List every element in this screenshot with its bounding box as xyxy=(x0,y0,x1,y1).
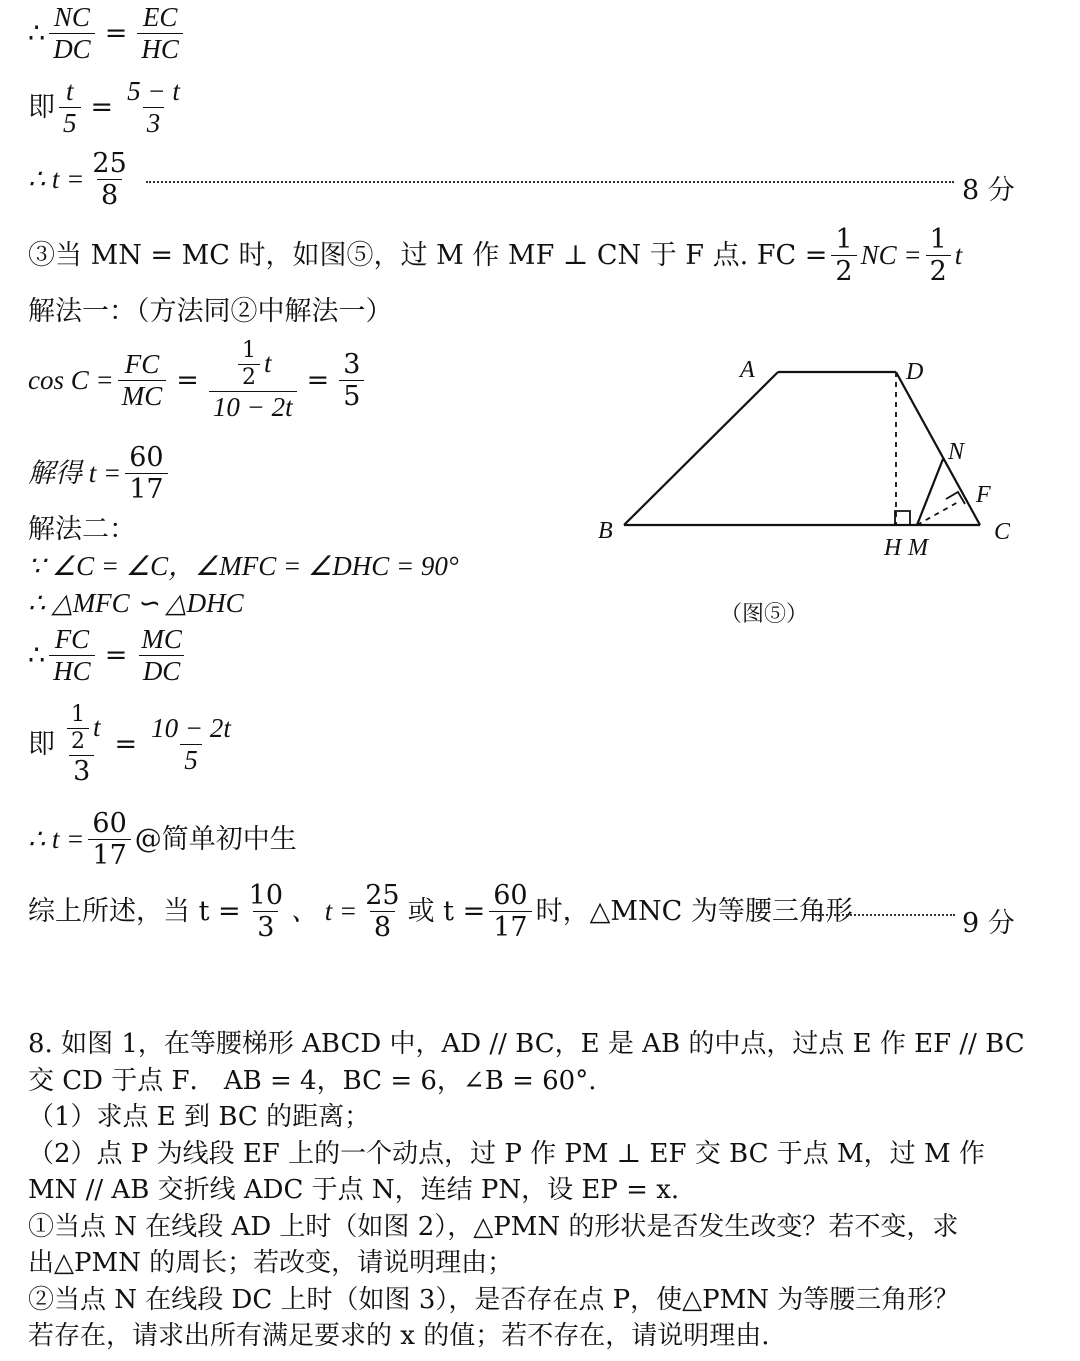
segment-mn xyxy=(917,459,943,525)
result-t-25-8: ∴ t = $\frac{25}{8}$ xyxy=(28,150,135,209)
method-two-heading: 解法二： xyxy=(28,514,136,545)
equation-half-t-over-3: 即 $\frac{1}{2}$ t 3 = $\frac{10 - 2t}{5}$ xyxy=(28,704,239,785)
fraction: $\frac{25}{8}$ xyxy=(365,880,400,943)
score-label: 9 分 xyxy=(962,908,1015,939)
problem-8-line-9: 若存在，请求出所有满足要求的 x 的值；若不存在，请说明理由. xyxy=(28,1321,770,1351)
fraction: $\frac{1}{2}$ xyxy=(926,226,951,285)
label-n: N xyxy=(948,439,965,465)
label-m: M xyxy=(908,535,928,561)
problem-8-line-7: 出△PMN 的周长；若改变，请说明理由； xyxy=(28,1248,514,1278)
case-3-statement: ③当 MN = MC 时，如图⑤，过 M 作 MF ⊥ CN 于 F 点. FC = $\frac{1}{2}$ NC = $\frac{1}{2}$ t xyxy=(28,224,963,287)
fraction: $\frac{60}{17}$ xyxy=(88,810,130,869)
label-c: C xyxy=(994,519,1011,545)
perpendicular-mf xyxy=(917,501,960,525)
fraction: $\frac{FC}{MC}$ xyxy=(118,351,167,410)
fraction: $\frac{25}{8}$ xyxy=(92,148,127,211)
right-angle-mark-h xyxy=(895,511,910,525)
leader-dots xyxy=(146,181,954,183)
fraction: $\frac{60}{17}$ xyxy=(125,444,167,503)
problem-8-line-4: （2）点 P 为线段 EF 上的一个动点，过 P 作 PM ⊥ EF 交 BC 于点 M，过 M 作 xyxy=(28,1139,985,1169)
problem-8-line-3: （1）求点 E 到 BC 的距离； xyxy=(28,1102,371,1132)
equation-nc-dc: ∴ $\frac{NC}{DC}$ = $\frac{EC}{HC}$ xyxy=(28,4,187,63)
problem-8-line-2: 交 CD 于点 F． AB = 4，BC = 6，∠B = 60°. xyxy=(28,1066,597,1096)
equation-cos-c: cos C = $\frac{FC}{MC}$ = $\frac{1}{2}$ t 10 − 2t = $\frac{3}{5}$ xyxy=(28,340,368,421)
fraction: $\frac{1}{2}$ xyxy=(238,340,260,389)
score-label: 8 分 xyxy=(962,175,1015,206)
label-b: B xyxy=(598,518,613,544)
result-t-60-17-second: ∴ t = $\frac{60}{17}$ @简单初中生 xyxy=(28,808,297,871)
fraction: $\frac{10 - 2t}{5}$ xyxy=(151,713,231,775)
label-a: A xyxy=(740,357,755,383)
therefore-symbol: ∴ xyxy=(28,18,46,49)
method-one-heading: 解法一：（方法同②中解法一） xyxy=(28,296,393,327)
fraction: $\frac{1}{2}$ xyxy=(831,226,856,285)
fraction: $\frac{60}{17}$ xyxy=(489,882,531,941)
figure-caption: （图⑤） xyxy=(720,602,809,627)
result-t-60-17: 解得 t = $\frac{60}{17}$ xyxy=(28,444,172,503)
fraction: $\frac{t}{5}$ xyxy=(59,78,81,137)
equation-fc-hc: ∴ $\frac{FC}{HC}$ = $\frac{MC}{DC}$ xyxy=(28,626,190,685)
label-f: F xyxy=(976,482,991,508)
equation-t-over-5: 即 $\frac{t}{5}$ = $\frac{5 - t}{3}$ xyxy=(28,78,188,137)
fraction: $\frac{MC}{DC}$ xyxy=(137,626,186,685)
label-h: H xyxy=(884,535,902,561)
fraction: $\frac{NC}{DC}$ xyxy=(49,4,95,63)
problem-8-line-6: ①当点 N 在线段 AD 上时（如图 2），△PMN 的形状是否发生改变？若不变，求 xyxy=(28,1212,959,1242)
trapezoid-figure xyxy=(590,345,1030,575)
fraction: $\frac{5 - t}{3}$ xyxy=(127,76,180,138)
watermark: @简单初中生 xyxy=(134,824,297,855)
conclusion: 综上所述，当 t = $\frac{10}{3}$ 、 t = $\frac{25}{8}$ 或 t = $\frac{60}{17}$ 时，△MNC 为等腰三角形 xyxy=(28,880,853,943)
leader-dots xyxy=(815,914,955,916)
problem-8-line-8: ②当点 N 在线段 DC 上时（如图 3），是否存在点 P，使△PMN 为等腰三角形？ xyxy=(28,1285,960,1315)
angle-equality: ∵ ∠C = ∠C，∠MFC = ∠DHC = 90° xyxy=(28,551,459,581)
segment-dc xyxy=(896,372,980,525)
compound-fraction: $\frac{1}{2}$ t 10 − 2t xyxy=(209,340,297,421)
fraction: $\frac{FC}{HC}$ xyxy=(49,626,95,685)
fraction: $\frac{EC}{HC}$ xyxy=(137,4,183,63)
fraction: $\frac{1}{2}$ xyxy=(67,704,89,753)
similar-triangles: ∴ △MFC ∽ △DHC xyxy=(28,588,244,618)
problem-8-line-5: MN // AB 交折线 ADC 于点 N，连结 PN，设 EP = x. xyxy=(28,1175,680,1205)
fraction: $\frac{10}{3}$ xyxy=(248,880,283,943)
label-d: D xyxy=(906,359,924,385)
fraction: $\frac{3}{5}$ xyxy=(339,351,364,410)
segment-ab xyxy=(624,372,778,525)
problem-8-line-1: 8. 如图 1，在等腰梯形 ABCD 中，AD // BC，E 是 AB 的中点，过点 E 作 EF // BC xyxy=(28,1029,1025,1059)
compound-fraction: $\frac{1}{2}$ t 3 xyxy=(59,704,105,785)
